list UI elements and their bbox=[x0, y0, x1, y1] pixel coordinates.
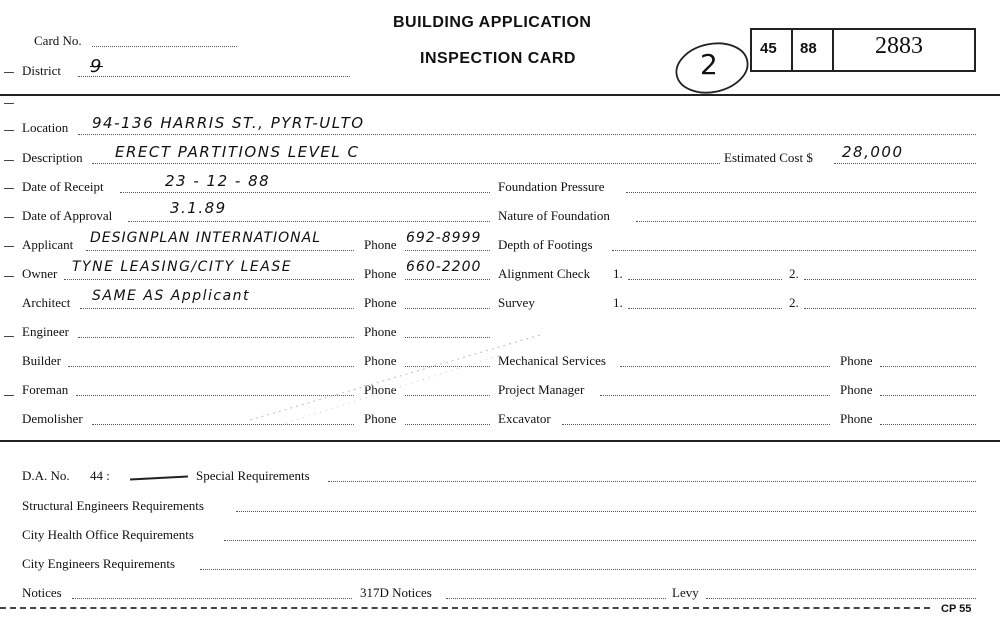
margin-tick bbox=[4, 336, 14, 337]
date-approval-label: Date of Approval bbox=[22, 208, 113, 223]
excavator-phone-line[interactable] bbox=[880, 424, 976, 425]
depth-footings-line[interactable] bbox=[612, 250, 976, 251]
owner-label: Owner bbox=[22, 266, 58, 281]
district-line[interactable] bbox=[78, 76, 350, 77]
applicant-value: DESIGNPLAN INTERNATIONAL bbox=[90, 230, 322, 246]
applicant-label: Applicant bbox=[22, 237, 74, 252]
survey-num1: 1. bbox=[613, 295, 623, 310]
alignment-num1: 1. bbox=[613, 266, 623, 281]
date-approval-line[interactable] bbox=[128, 221, 490, 222]
date-receipt-line[interactable] bbox=[120, 192, 490, 193]
owner-value: TYNE LEASING/CITY LEASE bbox=[72, 259, 293, 275]
architect-line[interactable] bbox=[80, 308, 354, 309]
notices-317d-line[interactable] bbox=[446, 598, 666, 599]
owner-line[interactable] bbox=[64, 279, 354, 280]
description-value: ERECT PARTITIONS LEVEL C bbox=[115, 143, 360, 161]
excavator-phone-label: Phone bbox=[840, 411, 873, 426]
builder-label: Builder bbox=[22, 353, 61, 368]
foreman-phone-label: Phone bbox=[364, 382, 397, 397]
foundation-pressure-line[interactable] bbox=[626, 192, 976, 193]
estimated-cost-value: 28,000 bbox=[842, 143, 904, 161]
faint-stamp-mark bbox=[240, 330, 560, 430]
owner-phone-line[interactable] bbox=[405, 279, 490, 280]
margin-tick bbox=[4, 72, 14, 73]
location-line[interactable] bbox=[78, 134, 976, 135]
description-label: Description bbox=[22, 150, 83, 165]
owner-phone-label: Phone bbox=[364, 266, 397, 281]
demolisher-phone-label: Phone bbox=[364, 411, 397, 426]
mechanical-services-label: Mechanical Services bbox=[498, 353, 606, 368]
location-label: Location bbox=[22, 120, 69, 135]
district-value: 9 bbox=[90, 56, 103, 77]
date-receipt-label: Date of Receipt bbox=[22, 179, 104, 194]
structural-engineers-line[interactable] bbox=[236, 511, 976, 512]
margin-tick bbox=[4, 188, 14, 189]
box-divider bbox=[791, 28, 793, 70]
engineer-phone-label: Phone bbox=[364, 324, 397, 339]
box-b: 88 bbox=[800, 40, 817, 57]
city-health-line[interactable] bbox=[224, 540, 976, 541]
margin-tick bbox=[4, 276, 14, 277]
notices-line[interactable] bbox=[72, 598, 352, 599]
alignment-line-1[interactable] bbox=[628, 279, 782, 280]
city-engineers-label: City Engineers Requirements bbox=[22, 556, 176, 571]
da-no-label: D.A. No. bbox=[22, 468, 70, 483]
mechanical-phone-label: Phone bbox=[840, 353, 873, 368]
applicant-line[interactable] bbox=[86, 250, 354, 251]
margin-tick bbox=[4, 217, 14, 218]
notices-317d-label: 317D Notices bbox=[360, 585, 432, 600]
foreman-label: Foreman bbox=[22, 382, 69, 397]
circled-number: 2 bbox=[700, 48, 720, 81]
section-rule bbox=[0, 440, 1000, 442]
project-manager-phone-line[interactable] bbox=[880, 395, 976, 396]
survey-line-1[interactable] bbox=[628, 308, 782, 309]
card-no-label: Card No. bbox=[34, 33, 82, 48]
project-manager-phone-label: Phone bbox=[840, 382, 873, 397]
survey-label: Survey bbox=[498, 295, 535, 310]
engineer-label: Engineer bbox=[22, 324, 69, 339]
special-requirements-label: Special Requirements bbox=[196, 468, 310, 483]
nature-foundation-label: Nature of Foundation bbox=[498, 208, 610, 223]
depth-footings-label: Depth of Footings bbox=[498, 237, 593, 252]
demolisher-label: Demolisher bbox=[22, 411, 83, 426]
reference-box bbox=[750, 28, 976, 72]
city-engineers-line[interactable] bbox=[200, 569, 976, 570]
alignment-check-label: Alignment Check bbox=[498, 266, 591, 281]
levy-line[interactable] bbox=[706, 598, 976, 599]
location-value: 94-136 HARRIS ST., PYRT-ULTO bbox=[92, 114, 365, 132]
card-no-line[interactable] bbox=[92, 46, 237, 47]
margin-tick bbox=[4, 246, 14, 247]
architect-phone-line[interactable] bbox=[405, 308, 490, 309]
title-line2: INSPECTION CARD bbox=[420, 50, 576, 67]
architect-label: Architect bbox=[22, 295, 71, 310]
da-no-dash bbox=[130, 475, 188, 480]
box-a: 45 bbox=[760, 40, 777, 57]
form-code: CP 55 bbox=[941, 603, 972, 615]
estimated-cost-line[interactable] bbox=[834, 163, 976, 164]
excavator-line[interactable] bbox=[562, 424, 830, 425]
project-manager-line[interactable] bbox=[600, 395, 830, 396]
city-health-label: City Health Office Requirements bbox=[22, 527, 194, 542]
nature-foundation-line[interactable] bbox=[636, 221, 976, 222]
owner-phone-value: 660-2200 bbox=[406, 259, 482, 275]
excavator-label: Excavator bbox=[498, 411, 551, 426]
mechanical-phone-line[interactable] bbox=[880, 366, 976, 367]
alignment-line-2[interactable] bbox=[804, 279, 976, 280]
special-requirements-line[interactable] bbox=[328, 481, 976, 482]
applicant-phone-label: Phone bbox=[364, 237, 397, 252]
margin-tick bbox=[4, 103, 14, 104]
applicant-phone-line[interactable] bbox=[405, 250, 490, 251]
margin-tick bbox=[4, 160, 14, 161]
levy-label: Levy bbox=[672, 585, 699, 600]
margin-tick bbox=[4, 130, 14, 131]
applicant-phone-value: 692-8999 bbox=[406, 230, 482, 246]
box-number: 2883 bbox=[875, 33, 923, 59]
estimated-cost-label: Estimated Cost $ bbox=[724, 150, 813, 165]
box-divider bbox=[832, 28, 834, 70]
architect-phone-label: Phone bbox=[364, 295, 397, 310]
margin-tick bbox=[4, 395, 14, 396]
builder-phone-label: Phone bbox=[364, 353, 397, 368]
bottom-edge-rule bbox=[0, 607, 930, 609]
date-approval-value: 3.1.89 bbox=[170, 199, 227, 217]
alignment-num2: 2. bbox=[789, 266, 799, 281]
da-no-value: 44 : bbox=[90, 468, 110, 483]
project-manager-label: Project Manager bbox=[498, 382, 585, 397]
district-label: District bbox=[22, 63, 61, 78]
survey-line-2[interactable] bbox=[804, 308, 976, 309]
architect-value: SAME AS Applicant bbox=[92, 288, 251, 304]
mechanical-services-line[interactable] bbox=[620, 366, 830, 367]
title-line1: BUILDING APPLICATION bbox=[393, 14, 592, 31]
survey-num2: 2. bbox=[789, 295, 799, 310]
notices-label: Notices bbox=[22, 585, 62, 600]
date-receipt-value: 23 - 12 - 88 bbox=[165, 172, 271, 190]
structural-engineers-label: Structural Engineers Requirements bbox=[22, 498, 204, 513]
foundation-pressure-label: Foundation Pressure bbox=[498, 179, 605, 194]
description-line[interactable] bbox=[92, 163, 720, 164]
header-rule bbox=[0, 94, 1000, 96]
